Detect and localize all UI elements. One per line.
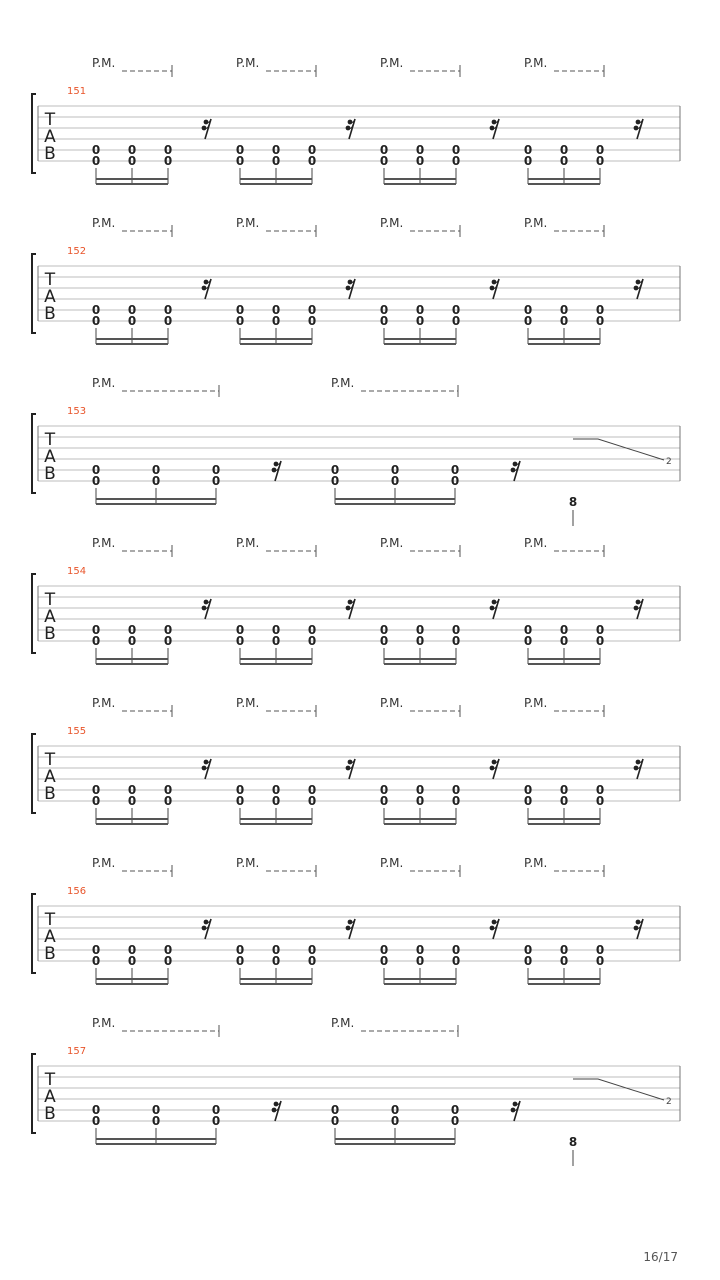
tab-clef-letter: B: [44, 304, 56, 324]
tab-note: 0: [595, 943, 605, 957]
tab-note: 0: [595, 634, 605, 648]
rest-symbol: [490, 919, 499, 939]
tab-note: 0: [559, 303, 569, 317]
tab-note: 0: [523, 314, 533, 328]
rest-symbol: [202, 599, 211, 619]
tab-note: 0: [523, 143, 533, 157]
tab-note: 0: [523, 954, 533, 968]
tab-note: 0: [451, 303, 461, 317]
palm-mute-label: P.M.: [380, 56, 404, 70]
tab-note: 0: [451, 634, 461, 648]
tab-note: 0: [451, 623, 461, 637]
tab-note: 0: [379, 303, 389, 317]
tab-note: 0: [91, 314, 101, 328]
tab-note: 0: [415, 314, 425, 328]
tab-clef-letter: A: [44, 607, 56, 627]
tab-note: 0: [379, 143, 389, 157]
slide-label: 2: [666, 457, 672, 467]
tab-note: 8: [568, 1135, 578, 1149]
tab-note: 0: [91, 303, 101, 317]
tab-note: 0: [91, 794, 101, 808]
rest-symbol: [490, 599, 499, 619]
rest-symbol: [634, 759, 643, 779]
palm-mute-label: P.M.: [380, 536, 404, 550]
rest-symbol: [490, 759, 499, 779]
tab-note: 0: [415, 303, 425, 317]
tab-note: 0: [211, 1114, 221, 1128]
tab-note: 0: [379, 623, 389, 637]
tab-note: 0: [523, 634, 533, 648]
tab-clef-letter: B: [44, 144, 56, 164]
tab-note: 0: [271, 154, 281, 168]
tab-note: 0: [91, 943, 101, 957]
tab-note: 0: [307, 314, 317, 328]
tab-clef-letter: T: [44, 1070, 56, 1090]
tab-note: 0: [127, 634, 137, 648]
tab-note: 0: [559, 623, 569, 637]
tab-note: 0: [235, 623, 245, 637]
system-bracket: [32, 94, 36, 173]
tab-note: 0: [127, 943, 137, 957]
tab-note: 0: [271, 783, 281, 797]
tab-note: 0: [559, 314, 569, 328]
palm-mute-label: P.M.: [380, 696, 404, 710]
palm-mute-label: P.M.: [92, 56, 116, 70]
tab-note: 0: [559, 634, 569, 648]
palm-mute-label: P.M.: [236, 696, 260, 710]
rest-symbol: [272, 1101, 281, 1121]
tab-note: 0: [211, 474, 221, 488]
rest-symbol: [490, 119, 499, 139]
tab-note: 0: [523, 794, 533, 808]
tab-clef-letter: B: [44, 784, 56, 804]
tab-note: 0: [91, 954, 101, 968]
tab-note: 0: [163, 794, 173, 808]
palm-mute-label: P.M.: [92, 696, 116, 710]
tab-note: 0: [235, 303, 245, 317]
tab-note: 0: [91, 154, 101, 168]
system-bracket: [32, 574, 36, 653]
rest-symbol: [511, 1101, 520, 1121]
tab-note: 0: [235, 143, 245, 157]
tab-clef-letter: A: [44, 767, 56, 787]
tab-note: 0: [307, 154, 317, 168]
tab-note: 0: [91, 634, 101, 648]
tab-clef-letter: B: [44, 464, 56, 484]
tab-note: 0: [451, 314, 461, 328]
tab-note: 0: [379, 314, 389, 328]
rest-symbol: [202, 759, 211, 779]
rest-symbol: [490, 279, 499, 299]
tab-note: 0: [127, 314, 137, 328]
tab-note: 0: [271, 143, 281, 157]
rest-symbol: [634, 279, 643, 299]
tab-note: 0: [127, 143, 137, 157]
tab-note: 0: [450, 474, 460, 488]
tab-note: 0: [271, 314, 281, 328]
tab-clef-letter: A: [44, 447, 56, 467]
tab-note: 0: [163, 623, 173, 637]
tab-note: 0: [307, 794, 317, 808]
tab-note: 0: [595, 303, 605, 317]
tab-note: 0: [91, 1103, 101, 1117]
tab-note: 0: [235, 794, 245, 808]
tab-note: 0: [451, 943, 461, 957]
tab-note: 0: [390, 1103, 400, 1117]
measure-number: 157: [67, 1046, 87, 1057]
tab-note: 0: [379, 954, 389, 968]
tab-note: 0: [415, 634, 425, 648]
tab-note: 0: [415, 794, 425, 808]
tab-clef-letter: T: [44, 430, 56, 450]
tab-note: 0: [307, 954, 317, 968]
tab-note: 0: [127, 954, 137, 968]
tab-clef-letter: T: [44, 910, 56, 930]
tab-note: 0: [415, 783, 425, 797]
tab-clef-letter: A: [44, 287, 56, 307]
system-bracket: [32, 254, 36, 333]
tab-note: 0: [379, 634, 389, 648]
rest-symbol: [346, 119, 355, 139]
tab-note: 0: [271, 623, 281, 637]
tab-note: 0: [163, 954, 173, 968]
palm-mute-label: P.M.: [524, 696, 548, 710]
tab-note: 0: [151, 1103, 161, 1117]
palm-mute-label: P.M.: [524, 56, 548, 70]
tab-note: 0: [151, 1114, 161, 1128]
palm-mute-label: P.M.: [92, 536, 116, 550]
palm-mute-label: P.M.: [92, 1016, 116, 1030]
tab-note: 0: [379, 943, 389, 957]
page-number: 16/17: [643, 1250, 678, 1264]
palm-mute-label: P.M.: [524, 216, 548, 230]
tab-clef-letter: B: [44, 624, 56, 644]
tab-note: 0: [91, 1114, 101, 1128]
tab-note: 0: [379, 794, 389, 808]
palm-mute-label: P.M.: [331, 1016, 355, 1030]
tab-note: 0: [271, 943, 281, 957]
rest-symbol: [634, 119, 643, 139]
tab-clef-letter: T: [44, 110, 56, 130]
palm-mute-label: P.M.: [92, 376, 116, 390]
tab-note: 0: [163, 634, 173, 648]
tab-note: 0: [559, 943, 569, 957]
tab-note: 8: [568, 495, 578, 509]
tab-note: 0: [307, 943, 317, 957]
tab-note: 0: [211, 1103, 221, 1117]
system-bracket: [32, 414, 36, 493]
tab-note: 0: [163, 314, 173, 328]
tab-note: 0: [91, 623, 101, 637]
tab-note: 0: [127, 623, 137, 637]
tab-note: 0: [127, 303, 137, 317]
tab-note: 0: [415, 954, 425, 968]
tab-note: 0: [271, 303, 281, 317]
tab-note: 0: [307, 303, 317, 317]
tab-note: 0: [127, 794, 137, 808]
tab-note: 0: [307, 143, 317, 157]
tab-note: 0: [559, 783, 569, 797]
tab-note: 0: [523, 623, 533, 637]
palm-mute-label: P.M.: [236, 216, 260, 230]
palm-mute-label: P.M.: [236, 56, 260, 70]
tab-note: 0: [163, 943, 173, 957]
tab-note: 0: [271, 954, 281, 968]
rest-symbol: [202, 919, 211, 939]
rest-symbol: [346, 599, 355, 619]
tab-note: 0: [523, 154, 533, 168]
tab-note: 0: [595, 154, 605, 168]
tab-note: 0: [415, 154, 425, 168]
tab-note: 0: [450, 1114, 460, 1128]
tab-note: 0: [163, 783, 173, 797]
rest-symbol: [634, 919, 643, 939]
tab-clef-letter: T: [44, 270, 56, 290]
palm-mute-label: P.M.: [380, 216, 404, 230]
tab-note: 0: [595, 954, 605, 968]
tab-note: 0: [451, 783, 461, 797]
tab-note: 0: [390, 474, 400, 488]
system-bracket: [32, 894, 36, 973]
tab-note: 0: [451, 794, 461, 808]
system-bracket: [32, 1054, 36, 1133]
rest-symbol: [634, 599, 643, 619]
rest-symbol: [346, 919, 355, 939]
tab-note: 0: [595, 794, 605, 808]
slide-line: [573, 1079, 664, 1100]
palm-mute-label: P.M.: [236, 536, 260, 550]
tab-note: 0: [163, 154, 173, 168]
tab-note: 0: [415, 943, 425, 957]
tab-clef-letter: A: [44, 1087, 56, 1107]
tab-note: 0: [390, 1114, 400, 1128]
measure-number: 154: [67, 566, 87, 577]
palm-mute-label: P.M.: [331, 376, 355, 390]
tab-note: 0: [450, 1103, 460, 1117]
tab-note: 0: [523, 783, 533, 797]
tab-clef-letter: T: [44, 590, 56, 610]
measure-number: 156: [67, 886, 87, 897]
tab-note: 0: [559, 954, 569, 968]
slide-label: 2: [666, 1097, 672, 1107]
tab-note: 0: [307, 783, 317, 797]
tab-note: 0: [91, 783, 101, 797]
tab-note: 0: [235, 943, 245, 957]
tab-note: 0: [595, 314, 605, 328]
tab-note: 0: [595, 783, 605, 797]
tab-note: 0: [330, 463, 340, 477]
tab-note: 0: [91, 463, 101, 477]
system-bracket: [32, 734, 36, 813]
measure-number: 153: [67, 406, 87, 417]
tab-note: 0: [450, 463, 460, 477]
measure-number: 155: [67, 726, 87, 737]
tab-note: 0: [379, 154, 389, 168]
tab-note: 0: [415, 143, 425, 157]
tab-note: 0: [451, 154, 461, 168]
tab-note: 0: [559, 794, 569, 808]
rest-symbol: [272, 461, 281, 481]
palm-mute-label: P.M.: [236, 856, 260, 870]
tab-note: 0: [595, 623, 605, 637]
rest-symbol: [346, 759, 355, 779]
measure-number: 152: [67, 246, 87, 257]
tab-note: 0: [235, 154, 245, 168]
tab-note: 0: [91, 474, 101, 488]
tab-note: 0: [271, 634, 281, 648]
rest-symbol: [346, 279, 355, 299]
tab-note: 0: [127, 783, 137, 797]
tab-note: 0: [151, 463, 161, 477]
tab-note: 0: [235, 954, 245, 968]
tab-clef-letter: B: [44, 1104, 56, 1124]
tab-note: 0: [271, 794, 281, 808]
palm-mute-label: P.M.: [92, 856, 116, 870]
rest-symbol: [202, 279, 211, 299]
tab-clef-letter: T: [44, 750, 56, 770]
tab-note: 0: [235, 634, 245, 648]
tab-note: 0: [559, 143, 569, 157]
tab-note: 0: [330, 474, 340, 488]
tab-note: 0: [127, 154, 137, 168]
palm-mute-label: P.M.: [524, 856, 548, 870]
tab-note: 0: [523, 303, 533, 317]
tab-clef-letter: B: [44, 944, 56, 964]
tab-note: 0: [211, 463, 221, 477]
tab-note: 0: [523, 943, 533, 957]
rest-symbol: [511, 461, 520, 481]
tab-note: 0: [415, 623, 425, 637]
tab-note: 0: [235, 783, 245, 797]
palm-mute-label: P.M.: [380, 856, 404, 870]
tab-note: 0: [307, 623, 317, 637]
rest-symbol: [202, 119, 211, 139]
measure-number: 151: [67, 86, 87, 97]
tab-note: 0: [151, 474, 161, 488]
tab-note: 0: [330, 1103, 340, 1117]
palm-mute-label: P.M.: [92, 216, 116, 230]
tab-note: 0: [595, 143, 605, 157]
slide-line: [573, 439, 664, 460]
tab-note: 0: [163, 303, 173, 317]
tab-note: 0: [559, 154, 569, 168]
tab-note: 0: [235, 314, 245, 328]
tab-note: 0: [163, 143, 173, 157]
tab-clef-letter: A: [44, 927, 56, 947]
tab-note: 0: [390, 463, 400, 477]
tab-note: 0: [451, 143, 461, 157]
palm-mute-label: P.M.: [524, 536, 548, 550]
tab-note: 0: [307, 634, 317, 648]
tab-note: 0: [379, 783, 389, 797]
tab-clef-letter: A: [44, 127, 56, 147]
tab-note: 0: [330, 1114, 340, 1128]
tab-note: 0: [451, 954, 461, 968]
tab-note: 0: [91, 143, 101, 157]
